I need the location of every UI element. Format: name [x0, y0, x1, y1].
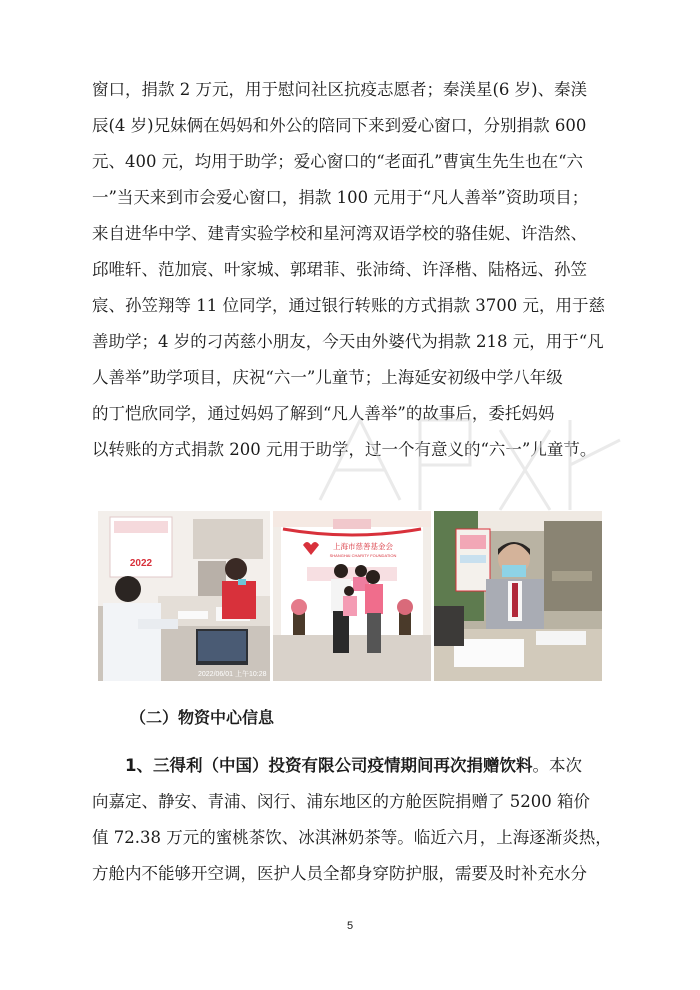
text-line: 人善举”助学项目，庆祝“六一”儿童节；上海延安初级中学八年级	[92, 368, 563, 387]
text-line: 值 72.38 万元的蜜桃茶饮、冰淇淋奶茶等。临近六月，上海逐渐炎热，	[92, 828, 612, 847]
text-line: 宸、孙笠翔等 11 位同学，通过银行转账的方式捐款 3700 元，用于慈	[92, 296, 605, 315]
photo-family	[273, 511, 431, 681]
text-line: 辰(4 岁)兄妹俩在妈妈和外公的陪同下来到爱心窗口，分别捐款 600	[92, 116, 587, 135]
photo-timestamp: 2022/06/01 上午10:28	[198, 671, 267, 678]
text-line: 邱唯轩、范加宸、叶家城、郭珺菲、张沛绮、许泽楷、陆格远、孙笠	[92, 260, 587, 279]
text-line: 方舱内不能够开空调，医护人员全都身穿防护服，需要及时补充水分	[92, 864, 587, 883]
photo-strip	[98, 511, 602, 681]
foundation-sign: 上海市慈善基金会	[333, 542, 393, 551]
text-line: 窗口，捐款 2 万元，用于慰问社区抗疫志愿者；秦渼星(6 岁)、秦渼	[92, 80, 588, 99]
poster-year: 2022	[129, 558, 153, 569]
text-line: 的丁恺欣同学，通过妈妈了解到“凡人善举”的故事后，委托妈妈	[92, 404, 555, 423]
photo-gentleman	[434, 511, 602, 681]
photo-donation-desk	[98, 511, 270, 681]
photo-family-image	[273, 511, 431, 681]
text-line: 元、400 元，均用于助学；爱心窗口的“老面孔”曹寅生先生也在“六	[92, 152, 584, 171]
text-line: 来自进华中学、建青实验学校和星河湾双语学校的骆佳妮、许浩然、	[92, 224, 587, 243]
item-lead-rest: 。本次	[532, 756, 582, 775]
text-line-lead	[92, 748, 612, 784]
text-line: 善助学；4 岁的刁芮慈小朋友，今天由外婆代为捐款 218 元，用于“凡	[92, 332, 604, 351]
photo-gentleman-image	[434, 511, 602, 681]
paragraph-donations	[92, 72, 612, 468]
paragraph-materials	[92, 748, 612, 892]
page-number: 5	[346, 920, 354, 932]
text-line: 向嘉定、静安、青浦、闵行、浦东地区的方舱医院捐赠了 5200 箱价	[92, 792, 590, 811]
foundation-sign-en: SHANGHAI CHARITY FOUNDATION	[329, 553, 397, 558]
text-line: 一”当天来到市会爱心窗口，捐款 100 元用于“凡人善举”资助项目；	[92, 188, 589, 207]
text-line: 以转账的方式捐款 200 元用于助学，过一个有意义的“六一”儿童节。	[92, 440, 597, 459]
photo-donation-desk-image	[98, 511, 270, 681]
section-heading: （二）物资中心信息	[130, 708, 275, 727]
item-lead-bold: 1、三得利（中国）投资有限公司疫情期间再次捐赠饮料	[125, 756, 533, 775]
